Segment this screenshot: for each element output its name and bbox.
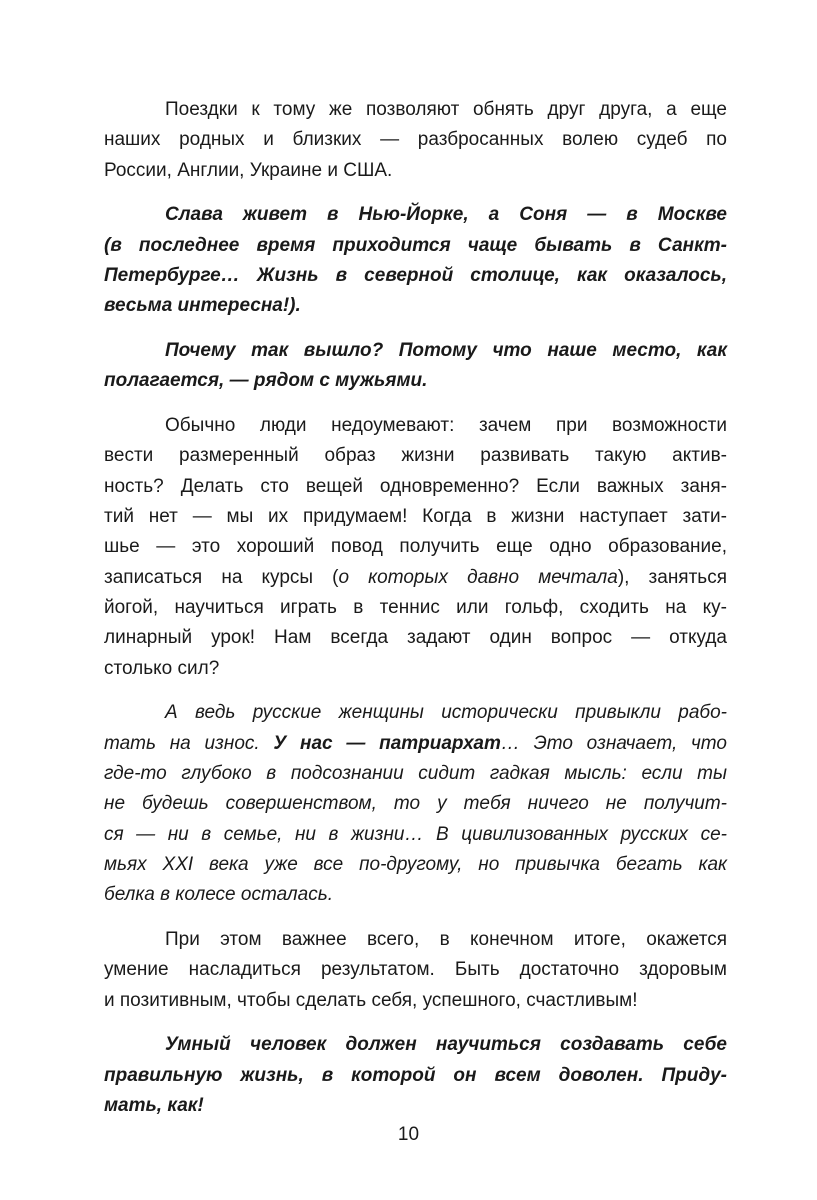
text-line — [104, 532, 727, 562]
text-segment: весьма интересна!). — [104, 295, 301, 317]
text-segment: Слава живет в Нью-Йорке, а Соня — в Москве — [165, 204, 727, 226]
text-line — [104, 366, 727, 396]
text-segment: Почему так вышло? Потому что наше место, как — [165, 340, 727, 362]
text-line — [104, 698, 727, 728]
text-line — [104, 411, 727, 441]
text-line — [104, 472, 727, 502]
text-segment: столько сил? — [104, 657, 220, 679]
text-line — [104, 593, 727, 623]
paragraph — [104, 1030, 727, 1121]
paragraph — [104, 200, 727, 321]
paragraph — [104, 698, 727, 910]
text-segment: умение насладиться результатом. Быть достаточно здоровым — [104, 959, 727, 981]
text-segment: мать, как! — [104, 1094, 204, 1116]
text-segment: ся — ни в семье, ни в жизни… В цивилизованных русских се- — [104, 823, 727, 845]
text-line — [104, 125, 727, 155]
text-line — [104, 261, 727, 291]
text-line — [104, 789, 727, 819]
text-line — [104, 502, 727, 532]
paragraph — [104, 925, 727, 1016]
text-segment: Обычно люди недоумевают: зачем при возможности — [165, 415, 727, 437]
text-line — [104, 1061, 727, 1091]
text-line — [104, 850, 727, 880]
text-line — [104, 623, 727, 653]
text-segment: где-то глубоко в подсознании сидит гадкая мысль: если ты — [104, 762, 727, 784]
text-segment: правильную жизнь, в которой он всем доволен. Приду- — [104, 1064, 727, 1086]
text-segment: наших родных и близких — разбросанных волею судеб по — [104, 129, 727, 151]
text-segment: полагается, — рядом с мужьями. — [104, 370, 428, 392]
text-segment: Умный человек должен научиться создавать себе — [165, 1034, 727, 1056]
text-segment: линарный урок! Нам всегда задают один вопрос — откуда — [104, 627, 727, 649]
text-segment: записаться на курсы ( — [104, 566, 339, 588]
page-number: 10 — [397, 1124, 420, 1145]
text-line — [104, 231, 727, 261]
text-segment: белка в колесе осталась. — [104, 884, 333, 906]
text-line — [104, 156, 727, 186]
text-segment: … Это означает, что — [500, 732, 727, 754]
paragraph — [104, 95, 727, 186]
text-segment: не будешь совершенством, то у тебя ничего не получит- — [104, 793, 727, 815]
text-line — [104, 925, 727, 955]
text-line — [104, 1030, 727, 1060]
text-segment: шье — это хороший повод получить еще одно образование, — [104, 536, 727, 558]
text-segment: У нас — патриархат — [273, 732, 501, 754]
text-line — [104, 955, 727, 985]
text-segment: мьях XXI века уже все по-другому, но привычка бегать как — [104, 853, 727, 875]
text-segment: вести размеренный образ жизни развивать такую актив- — [104, 445, 727, 467]
text-line — [104, 654, 727, 684]
text-segment: России, Англии, Украине и США. — [104, 159, 393, 181]
text-segment: йогой, научиться играть в теннис или гольф, сходить на ку- — [104, 596, 727, 618]
paragraph — [104, 411, 727, 684]
text-line — [104, 880, 727, 910]
text-segment: тий нет — мы их придумаем! Когда в жизни наступает зати- — [104, 506, 727, 528]
text-line — [104, 200, 727, 230]
text-line — [104, 820, 727, 850]
text-segment: Петербурге… Жизнь в северной столице, как оказалось, — [104, 264, 727, 286]
text-segment: А ведь русские женщины исторически привыкли рабо- — [165, 702, 727, 724]
paragraph — [104, 336, 727, 397]
text-segment: При этом важнее всего, в конечном итоге, окажется — [165, 928, 727, 950]
text-segment: (в последнее время приходится чаще бывать в Санкт- — [104, 234, 727, 256]
text-line — [104, 336, 727, 366]
text-segment: и позитивным, чтобы сделать себя, успешного, счастливым! — [104, 989, 638, 1011]
text-segment: ность? Делать сто вещей одновременно? Если важных заня- — [104, 475, 727, 497]
text-segment: тать на износ. — [104, 732, 274, 754]
text-line — [104, 441, 727, 471]
text-segment: о которых давно мечтала — [338, 566, 618, 588]
text-line — [104, 291, 727, 321]
text-line — [104, 1091, 727, 1121]
text-line — [104, 95, 727, 125]
text-line — [104, 986, 727, 1016]
text-line — [104, 729, 727, 759]
text-line — [104, 759, 727, 789]
text-segment: Поездки к тому же позволяют обнять друг друга, а еще — [165, 99, 727, 120]
page-body — [104, 95, 727, 1136]
text-line — [104, 563, 727, 593]
text-segment: ), заняться — [617, 566, 727, 588]
